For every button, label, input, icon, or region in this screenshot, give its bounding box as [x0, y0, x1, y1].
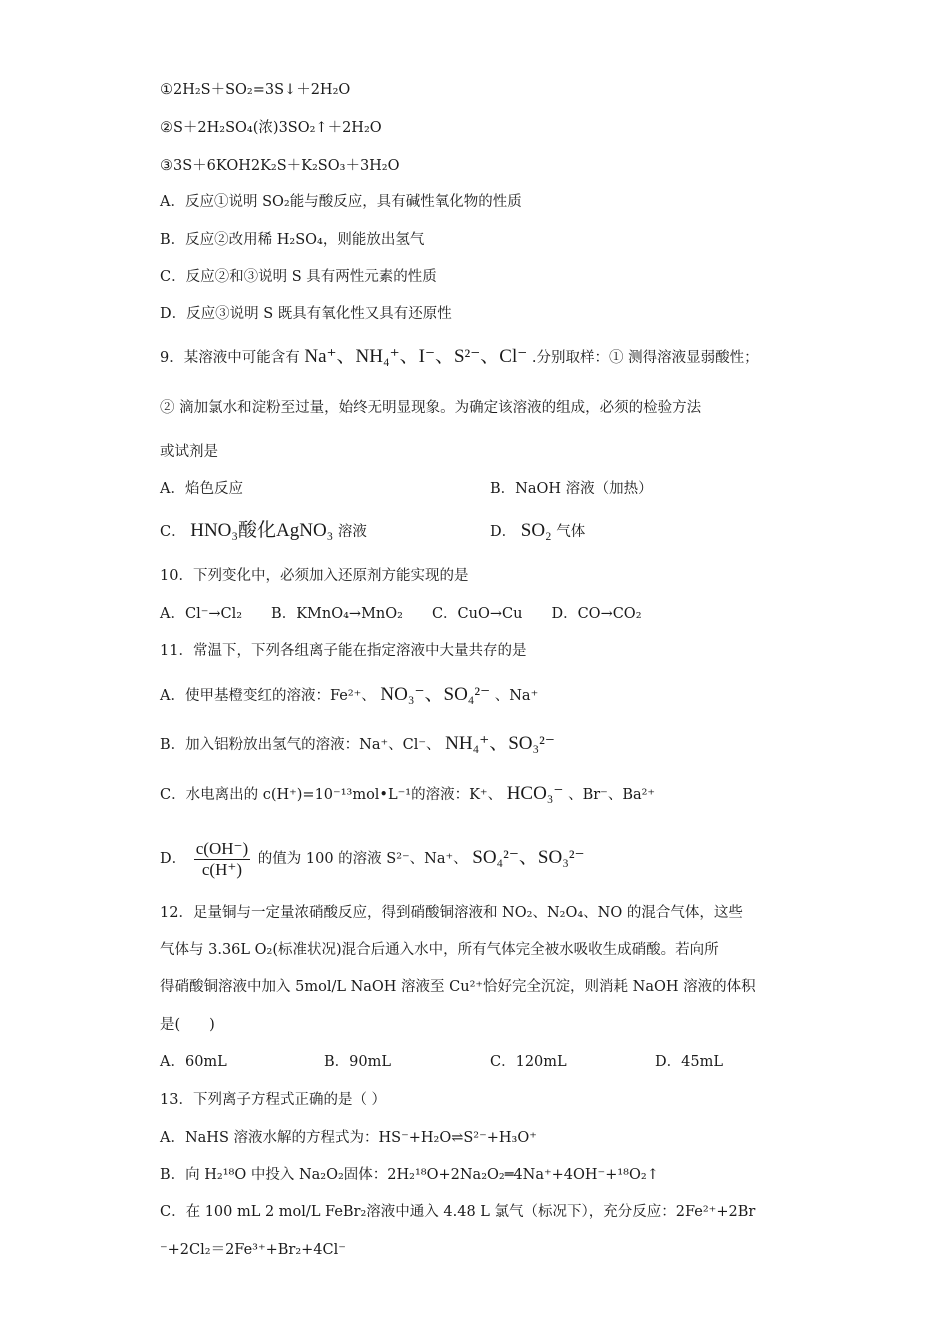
q11-opt-a-ions: NO₃⁻、SO₄²⁻ — [380, 684, 491, 705]
q12-line2: 气体与 3.36L O₂(标准状况)混合后通入水中，所有气体完全被水吸收生成硝酸。若向所 — [160, 942, 719, 958]
q11-opt-b — [160, 734, 555, 755]
q11-opt-d — [160, 836, 585, 881]
q12-line4: 是( ) — [160, 1017, 215, 1033]
q11-opt-d-ions: SO₄²⁻、SO₃²⁻ — [472, 847, 585, 868]
q9-opt-d-suffix: 气体 — [556, 524, 586, 540]
q10-stem: 10．下列变化中，必须加入还原剂方能实现的是 — [160, 568, 469, 584]
l01: ①2H₂S＋SO₂=3S↓＋2H₂O — [160, 82, 351, 98]
q11-opt-d-fraction — [194, 839, 250, 880]
q11-opt-a-end: 、Na⁺ — [494, 688, 539, 704]
q9-opt-c-prefix: C． — [160, 524, 186, 540]
q11-opt-b-ions: NH₄⁺、SO₃²⁻ — [445, 733, 555, 754]
q9-opt-b: B．NaOH 溶液（加热） — [490, 481, 653, 497]
q9-opt-c-suffix: 溶液 — [337, 524, 367, 540]
q13-opt-a: A．NaHS 溶液水解的方程式为：HS⁻+H₂O⇌S²⁻+H₃O⁺ — [160, 1130, 537, 1146]
q12-opt-d: D．45mL — [655, 1054, 723, 1070]
q12-line1: 12．足量铜与一定量浓硝酸反应，得到硝酸铜溶液和 NO₂、N₂O₄、NO 的混合气体，这些 — [160, 905, 743, 921]
q11-opt-a-text: A．使甲基橙变红的溶液：Fe²⁺、 — [160, 688, 376, 704]
q11-opt-d-numerator: c(OH⁻) — [195, 838, 249, 858]
q11-opt-b-text: B．加入铝粉放出氢气的溶液：Na⁺、Cl⁻、 — [160, 737, 441, 753]
q12-opt-b: B．90mL — [324, 1054, 391, 1070]
q9-ions: Na⁺、NH₄⁺、I⁻、S²⁻、Cl⁻ — [304, 346, 528, 367]
q9-opt-c-formula: HNO₃酸化AgNO₃ — [190, 520, 334, 541]
q11-opt-c — [160, 784, 655, 805]
q9-line1 — [160, 347, 759, 368]
q9-opt-d — [490, 521, 585, 542]
q11-opt-d-text: 的值为 100 的溶液 S²⁻、Na⁺、 — [257, 851, 468, 867]
q9-line3: 或试剂是 — [160, 444, 218, 460]
q9-opt-d-formula: SO₂ — [520, 520, 552, 541]
q13-opt-b: B．向 H₂¹⁸O 中投入 Na₂O₂固体：2H₂¹⁸O+2Na₂O₂═4Na⁺+4OH⁻+¹⁸O₂↑ — [160, 1167, 659, 1183]
q11-opt-c-ions: HCO₃⁻ — [506, 783, 564, 804]
q9-suffix: .分别取样：① 测得溶液显弱酸性； — [531, 350, 759, 366]
q11-opt-c-text: C．水电离出的 c(H⁺)=10⁻¹³mol•L⁻¹的溶液：K⁺、 — [160, 787, 503, 803]
q11-opt-d-denominator: c(H⁺) — [201, 859, 243, 879]
q9-opt-a: A．焰色反应 — [160, 481, 243, 497]
q13-opt-c-line1: C．在 100 mL 2 mol/L FeBr₂溶液中通入 4.48 L 氯气（标况下），充分反应：2Fe²⁺+2Br — [160, 1204, 756, 1220]
q12-line3: 得硝酸铜溶液中加入 5mol/L NaOH 溶液至 Cu²⁺恰好完全沉淀，则消耗 NaOH 溶液的体积 — [160, 979, 756, 995]
l03: ③3S＋6KOH2K₂S＋K₂SO₃＋3H₂O — [160, 158, 400, 174]
l02: ②S＋2H₂SO₄(浓)3SO₂↑＋2H₂O — [160, 120, 382, 136]
l07: D．反应③说明 S 既具有氧化性又具有还原性 — [160, 306, 452, 322]
q11-opt-a — [160, 685, 538, 706]
q12-opt-c: C．120mL — [490, 1054, 567, 1070]
q11-opt-d-label: D． — [160, 851, 187, 867]
q11-opt-c-end: 、Br⁻、Ba²⁺ — [568, 787, 656, 803]
q11-stem: 11．常温下，下列各组离子能在指定溶液中大量共存的是 — [160, 643, 527, 659]
l04: A．反应①说明 SO₂能与酸反应，具有碱性氧化物的性质 — [160, 194, 522, 210]
q9-prefix: 9．某溶液中可能含有 — [160, 350, 300, 366]
l05: B．反应②改用稀 H₂SO₄，则能放出氢气 — [160, 232, 425, 248]
q13-opt-c-line2: ⁻+2Cl₂＝2Fe³⁺+Br₂+4Cl⁻ — [160, 1242, 346, 1258]
q9-opt-d-prefix: D． — [490, 524, 517, 540]
q9-line2: ② 滴加氯水和淀粉至过量，始终无明显现象。为确定该溶液的组成，必须的检验方法 — [160, 400, 702, 416]
q10-options: A．Cl⁻→Cl₂ B．KMnO₄→MnO₂ C．CuO→Cu D．CO→CO₂ — [160, 606, 642, 622]
q9-opt-c — [160, 521, 367, 542]
q13-stem: 13．下列离子方程式正确的是（ ） — [160, 1092, 387, 1108]
l06: C．反应②和③说明 S 具有两性元素的性质 — [160, 269, 437, 285]
q12-opt-a: A．60mL — [160, 1054, 227, 1070]
